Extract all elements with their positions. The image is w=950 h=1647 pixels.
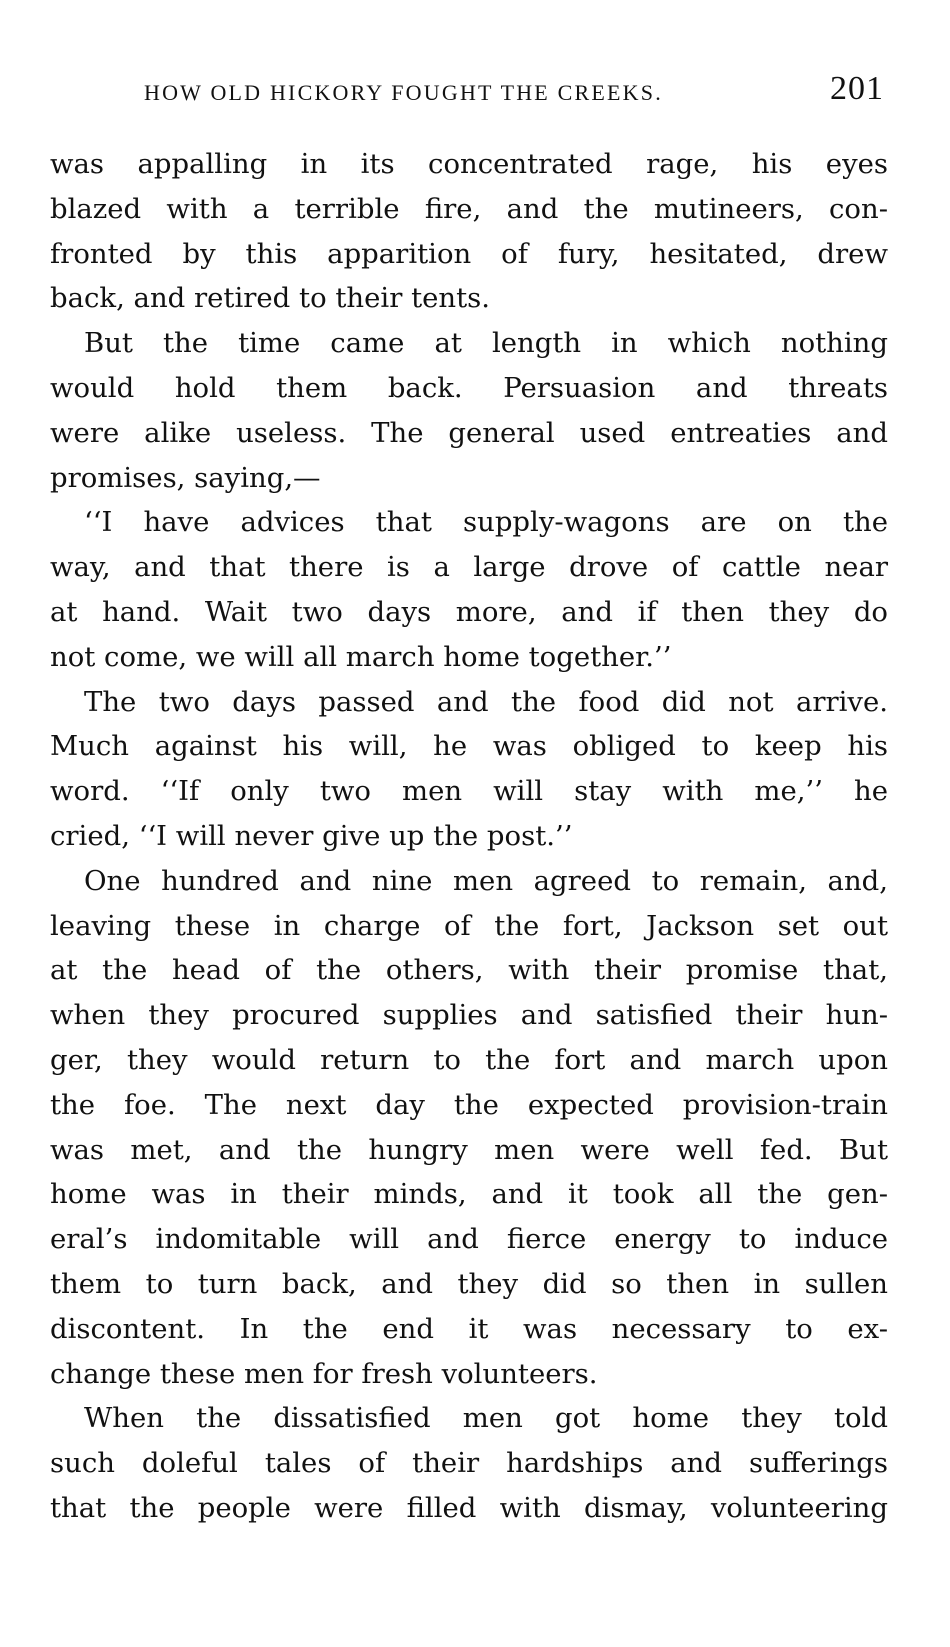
text-line: at hand. Wait two days more, and if then they do bbox=[50, 595, 888, 628]
text-line: the foe. The next day the expected provision-train bbox=[50, 1088, 888, 1121]
text-line: were alike useless. The general used entreaties and bbox=[50, 416, 888, 449]
running-header bbox=[144, 70, 884, 118]
text-line: One hundred and nine men agreed to remain, and, bbox=[84, 864, 888, 897]
paragraph bbox=[50, 1396, 888, 1530]
text-line: was met, and the hungry men were well fed. But bbox=[50, 1133, 888, 1166]
paragraph bbox=[50, 859, 888, 1397]
text-line: home was in their minds, and it took all the gen- bbox=[50, 1178, 888, 1211]
body-text bbox=[50, 142, 888, 1531]
text-line: word. ‘‘If only two men will stay with me,’’ he bbox=[50, 775, 888, 808]
text-line: fronted by this apparition of fury, hesitated, drew bbox=[50, 237, 888, 270]
text-line: leaving these in charge of the fort, Jackson set out bbox=[50, 909, 888, 942]
paragraph bbox=[50, 321, 888, 500]
text-line: would hold them back. Persuasion and threats bbox=[50, 371, 888, 404]
paragraph bbox=[50, 500, 888, 679]
paragraph bbox=[50, 680, 888, 859]
text-line: When the dissatisfied men got home they told bbox=[84, 1402, 888, 1435]
text-line: such doleful tales of their hardships and sufferings bbox=[50, 1447, 888, 1480]
text-line: discontent. In the end it was necessary to ex- bbox=[50, 1312, 888, 1345]
text-line: blazed with a terrible fire, and the mutineers, con- bbox=[50, 192, 888, 225]
text-line: back, and retired to their tents. bbox=[50, 282, 491, 315]
text-line: when they procured supplies and satisfied their hun- bbox=[50, 999, 888, 1032]
text-line: eral’s indomitable will and fierce energy to induce bbox=[50, 1223, 888, 1256]
paragraph bbox=[50, 142, 888, 321]
text-line: ‘‘I have advices that supply-wagons are on the bbox=[84, 506, 888, 539]
text-line: promises, saying,— bbox=[50, 461, 321, 494]
text-line: change these men for fresh volunteers. bbox=[50, 1357, 598, 1390]
text-line: not come, we will all march home together.’’ bbox=[50, 640, 672, 673]
text-line: was appalling in its concentrated rage, his eyes bbox=[50, 148, 888, 180]
text-line: that the people were filled with dismay, volunteering bbox=[50, 1491, 888, 1524]
text-line: at the head of the others, with their promise that, bbox=[50, 954, 888, 987]
running-title: HOW OLD HICKORY FOUGHT THE CREEKS. bbox=[144, 80, 663, 105]
text-line: them to turn back, and they did so then in sullen bbox=[50, 1267, 888, 1300]
text-line: ger, they would return to the fort and march upon bbox=[50, 1043, 888, 1076]
text-line: But the time came at length in which nothing bbox=[84, 327, 888, 360]
page-number: 201 bbox=[830, 70, 884, 107]
text-line: way, and that there is a large drove of cattle near bbox=[50, 551, 888, 584]
text-line: cried, ‘‘I will never give up the post.’’ bbox=[50, 819, 573, 852]
text-line: The two days passed and the food did not arrive. bbox=[84, 685, 888, 718]
text-line: Much against his will, he was obliged to keep his bbox=[50, 730, 888, 763]
